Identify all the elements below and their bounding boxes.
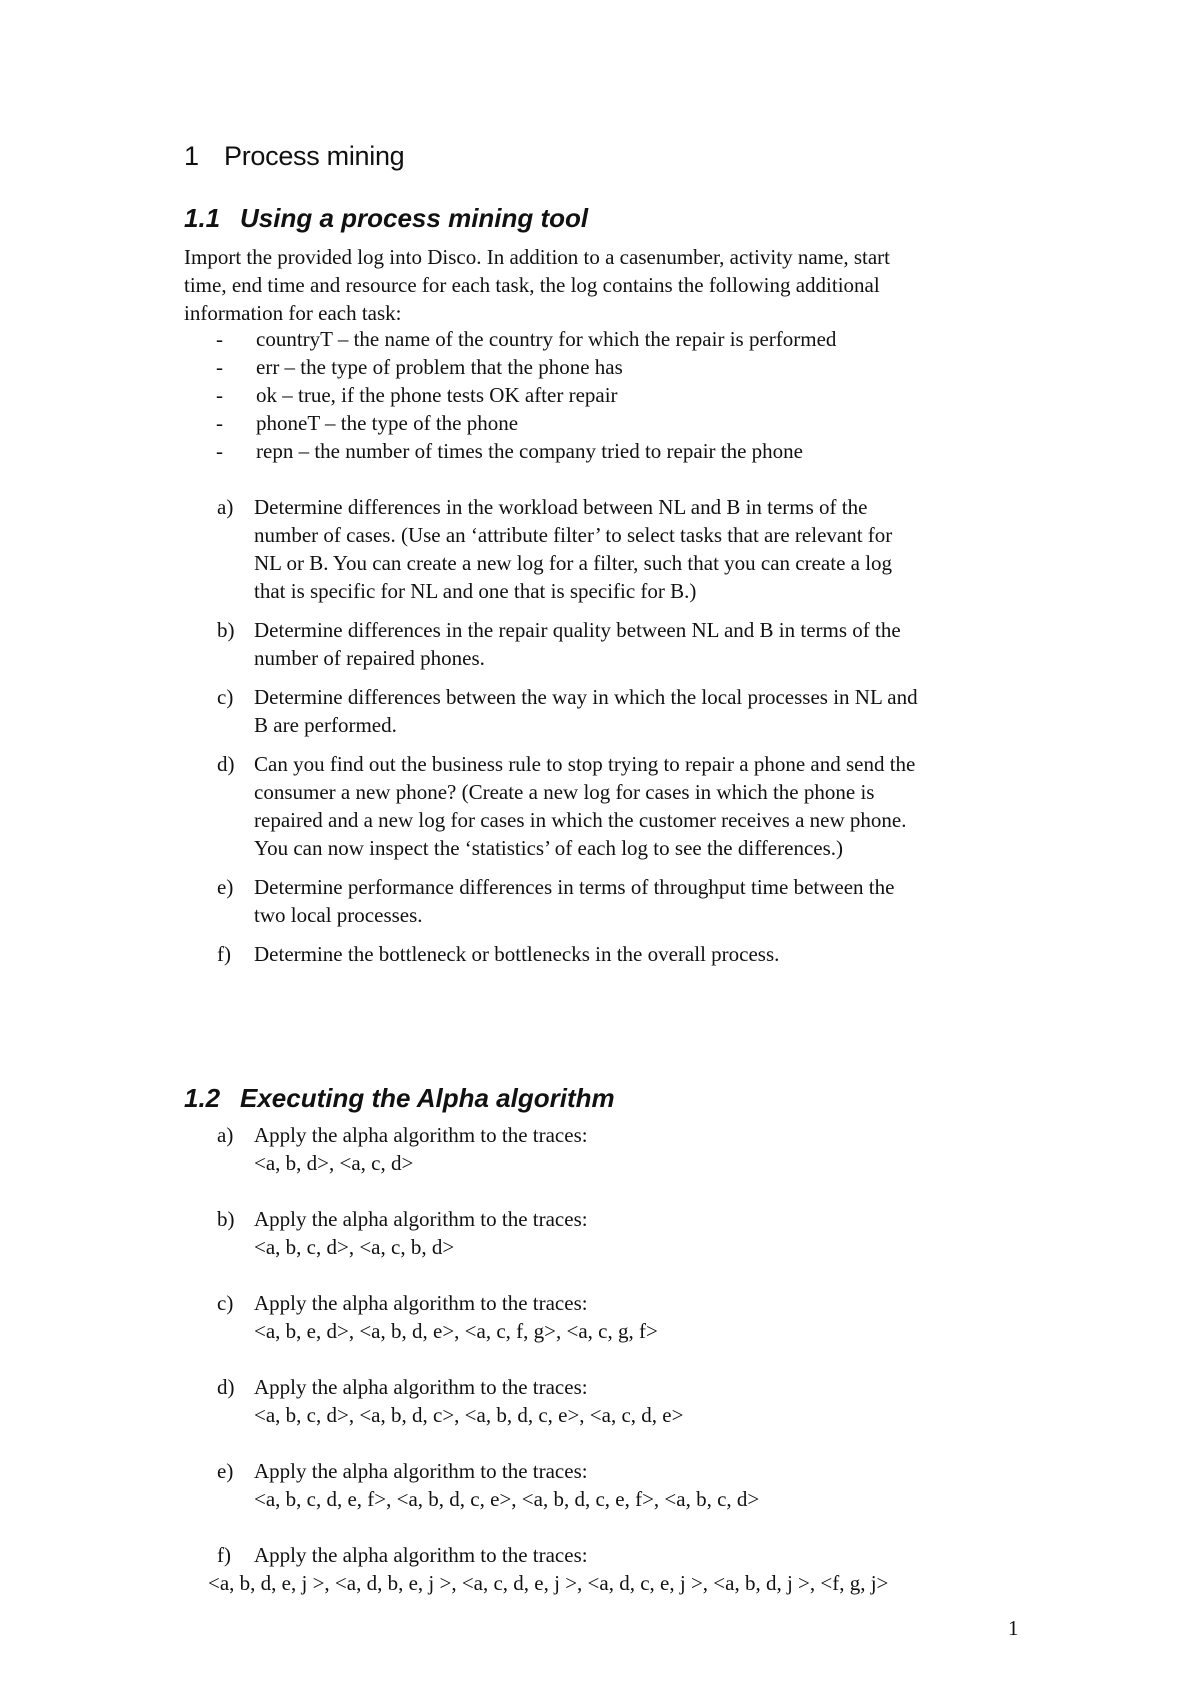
question-line: NL or B. You can create a new log for a filter, such that you can create a log bbox=[254, 551, 893, 575]
attribute-text: ok – true, if the phone tests OK after repair bbox=[256, 383, 618, 407]
attribute-text: countryT – the name of the country for which the repair is performed bbox=[256, 327, 837, 351]
attribute-text: err – the type of problem that the phone has bbox=[256, 355, 623, 379]
attribute-item: - err – the type of problem that the phone has bbox=[216, 355, 623, 379]
trace-list: <a, b, c, d>, <a, c, b, d> bbox=[254, 1235, 455, 1259]
question-line: Determine differences in the repair quality between NL and B in terms of the bbox=[254, 618, 901, 642]
question-text: Apply the alpha algorithm to the traces: bbox=[254, 1207, 588, 1231]
question-marker: d) bbox=[217, 752, 235, 776]
trace-list: <a, b, c, d>, <a, b, d, c>, <a, b, d, c, e>, <a, c, d, e> bbox=[254, 1403, 684, 1427]
question-item-e bbox=[184, 873, 1024, 929]
question-line: two local processes. bbox=[254, 903, 423, 927]
question-line: Determine performance differences in terms of throughput time between the bbox=[254, 875, 895, 899]
alpha-question-d bbox=[184, 1373, 1024, 1429]
question-line: that is specific for NL and one that is specific for B.) bbox=[254, 579, 697, 603]
attribute-item: - ok – true, if the phone tests OK after repair bbox=[216, 383, 618, 407]
intro-paragraph bbox=[184, 243, 1024, 327]
alpha-question-a bbox=[184, 1121, 1024, 1177]
trace-list: <a, b, d, e, j >, <a, d, b, e, j >, <a, c, d, e, j >, <a, d, c, e, j >, <a, b, d, j >, <f, g, j> bbox=[208, 1571, 889, 1595]
question-list-1-2 bbox=[184, 1121, 1024, 1597]
question-item-f bbox=[184, 940, 1024, 968]
question-marker: e) bbox=[217, 1459, 234, 1483]
alpha-question-c bbox=[184, 1289, 1024, 1345]
subsection-heading-1-2 bbox=[184, 1083, 615, 1114]
alpha-question-f bbox=[184, 1541, 1024, 1597]
alpha-question-e bbox=[184, 1457, 1024, 1513]
question-marker: d) bbox=[217, 1375, 235, 1399]
subsection-title: Using a process mining tool bbox=[240, 203, 589, 233]
intro-line: information for each task: bbox=[184, 301, 402, 325]
question-line: You can now inspect the ‘statistics’ of each log to see the differences.) bbox=[254, 836, 843, 860]
question-marker: a) bbox=[217, 495, 234, 519]
intro-line: Import the provided log into Disco. In addition to a casenumber, activity name, start bbox=[184, 245, 890, 269]
attribute-text: phoneT – the type of the phone bbox=[256, 411, 519, 435]
question-line: number of cases. (Use an ‘attribute filter’ to select tasks that are relevant for bbox=[254, 523, 893, 547]
section-title: Process mining bbox=[224, 141, 405, 171]
subsection-number: 1.2 bbox=[184, 1083, 221, 1113]
question-item-d bbox=[184, 750, 1024, 862]
section-number: 1 bbox=[184, 141, 199, 171]
attribute-text: repn – the number of times the company tried to repair the phone bbox=[256, 439, 803, 463]
question-line: Determine differences between the way in which the local processes in NL and bbox=[254, 685, 918, 709]
question-marker: e) bbox=[217, 875, 234, 899]
trace-list: <a, b, d>, <a, c, d> bbox=[254, 1151, 414, 1175]
question-line: number of repaired phones. bbox=[254, 646, 485, 670]
question-line: Determine differences in the workload between NL and B in terms of the bbox=[254, 495, 868, 519]
question-item-c bbox=[184, 683, 1024, 739]
question-marker: f) bbox=[217, 1543, 231, 1567]
trace-list: <a, b, c, d, e, f>, <a, b, d, c, e>, <a, b, d, c, e, f>, <a, b, c, d> bbox=[254, 1487, 760, 1511]
question-marker: f) bbox=[217, 942, 231, 966]
question-marker: c) bbox=[217, 1291, 234, 1315]
question-marker: a) bbox=[217, 1123, 234, 1147]
question-text: Apply the alpha algorithm to the traces: bbox=[254, 1291, 588, 1315]
question-text: Apply the alpha algorithm to the traces: bbox=[254, 1123, 588, 1147]
question-line: Can you find out the business rule to stop trying to repair a phone and send the bbox=[254, 752, 916, 776]
attribute-item: - countryT – the name of the country for which the repair is performed bbox=[216, 327, 837, 351]
question-marker: c) bbox=[217, 685, 234, 709]
question-marker: b) bbox=[217, 1207, 235, 1231]
trace-list: <a, b, e, d>, <a, b, d, e>, <a, c, f, g>, <a, c, g, f> bbox=[254, 1319, 658, 1343]
page-number: 1 bbox=[1008, 1616, 1019, 1640]
question-marker: b) bbox=[217, 618, 235, 642]
question-text: Apply the alpha algorithm to the traces: bbox=[254, 1543, 588, 1567]
question-text: Apply the alpha algorithm to the traces: bbox=[254, 1459, 588, 1483]
attribute-list bbox=[184, 325, 1024, 465]
subsection-heading-1-1 bbox=[184, 203, 588, 234]
question-line: Determine the bottleneck or bottlenecks in the overall process. bbox=[254, 942, 780, 966]
attribute-item: - repn – the number of times the company tried to repair the phone bbox=[216, 439, 803, 463]
subsection-number: 1.1 bbox=[184, 203, 221, 233]
alpha-question-b bbox=[184, 1205, 1024, 1261]
question-list-1-1 bbox=[184, 493, 1024, 968]
question-line: B are performed. bbox=[254, 713, 397, 737]
question-text: Apply the alpha algorithm to the traces: bbox=[254, 1375, 588, 1399]
attribute-item: - phoneT – the type of the phone bbox=[216, 411, 519, 435]
section-heading bbox=[184, 141, 404, 172]
question-item-b bbox=[184, 616, 1024, 672]
intro-line: time, end time and resource for each task, the log contains the following additional bbox=[184, 273, 880, 297]
question-item-a bbox=[184, 493, 1024, 605]
question-line: repaired and a new log for cases in which the customer receives a new phone. bbox=[254, 808, 907, 832]
subsection-title: Executing the Alpha algorithm bbox=[240, 1083, 615, 1113]
question-line: consumer a new phone? (Create a new log for cases in which the phone is bbox=[254, 780, 875, 804]
